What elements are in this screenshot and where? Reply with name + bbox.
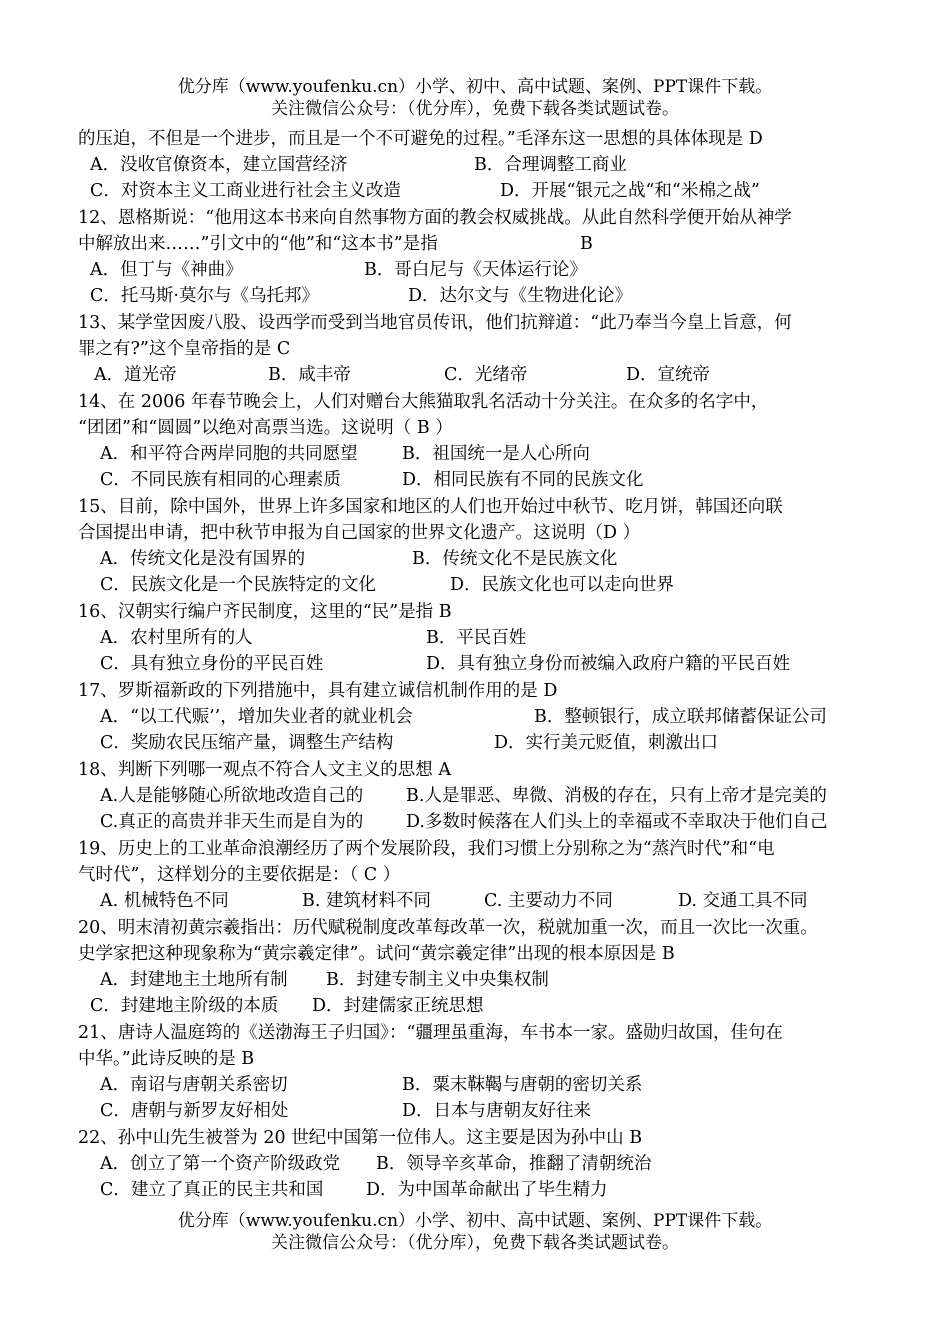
q15-option-c: C．民族文化是一个民族特定的文化: [100, 575, 376, 595]
question-12-text-cont: 中解放出来……”引文中的“他”和“这本书”是指: [78, 234, 438, 254]
question-15-text: 15、目前，除中国外，世界上许多国家和地区的人们也开始过中秋节、吃月饼，韩国还向联: [78, 497, 783, 517]
q17-option-b: B．整顿银行，成立联邦储蓄保证公司: [534, 707, 827, 727]
q21-option-b: B．粟末靺鞨与唐朝的密切关系: [402, 1075, 643, 1095]
q22-option-b: B．领导辛亥革命，推翻了清朝统治: [376, 1154, 652, 1174]
q19-option-c: C. 主要动力不同: [484, 891, 613, 911]
q12-option-a: A．但丁与《神曲》: [90, 260, 243, 280]
q21-option-d: D．日本与唐朝友好往来: [402, 1101, 592, 1121]
question-14-text-cont: “团团”和“圆圆”以绝对高票当选。这说明（ B ）: [78, 418, 453, 438]
q13-option-d: D．宣统帝: [626, 365, 711, 385]
q12-option-c: C．托马斯·莫尔与《乌托邦》: [90, 286, 319, 306]
q21-option-a: A．南诏与唐朝关系密切: [100, 1075, 288, 1095]
q18-option-b: B.人是罪恶、卑微、消极的存在，只有上帝才是完美的: [406, 786, 827, 806]
question-20-text: 20、明末清初黄宗羲指出：历代赋税制度改革每改革一次，税就加重一次，而且一次比一次重。: [78, 918, 818, 938]
question-20-text-cont: 史学家把这种现象称为“黄宗羲定律”。试问“黄宗羲定律”出现的根本原因是 B: [78, 944, 675, 964]
question-15-text-cont: 合国提出申请，把中秋节申报为自己国家的世界文化遗产。这说明（D ）: [78, 523, 641, 543]
q18-option-d: D.多数时候落在人们头上的幸福或不幸取决于他们自己: [406, 812, 828, 832]
footer-line-1: 优分库（www.youfenku.cn）小学、初中、高中试题、案例、PPT课件下载。: [177, 1211, 773, 1231]
q13-option-c: C．光绪帝: [444, 365, 528, 385]
q13-option-b: B．咸丰帝: [268, 365, 351, 385]
question-14-text: 14、在 2006 年春节晚会上，人们对赠台大熊猫取乳名活动十分关注。在众多的名字中，: [78, 392, 769, 412]
q19-option-a: A. 机械特色不同: [100, 891, 229, 911]
q14-option-a: A．和平符合两岸同胞的共同愿望: [100, 444, 358, 464]
q17-option-a: A．“以工代赈’’，增加失业者的就业机会: [100, 707, 413, 727]
q20-option-c: C．封建地主阶级的本质: [90, 996, 279, 1016]
question-12-text: 12、恩格斯说：“他用这本书来向自然事物方面的教会权威挑战。从此自然科学便开始从神学: [78, 208, 792, 228]
q11-option-d: D．开展“银元之战“和“米棉之战”: [500, 181, 760, 201]
header-line-1: 优分库（www.youfenku.cn）小学、初中、高中试题、案例、PPT课件下载。: [177, 77, 773, 97]
q11-option-a: A．没收官僚资本，建立国营经济: [90, 155, 348, 175]
q12-option-b: B．哥白尼与《天体运行论》: [364, 260, 587, 280]
q11-option-b: B．合理调整工商业: [474, 155, 627, 175]
footer-line-2: 关注微信公众号：（优分库），免费下载各类试题试卷。: [271, 1233, 679, 1253]
q14-option-d: D．相同民族有不同的民族文化: [402, 470, 644, 490]
q18-option-c: C.真正的高贵并非天生而是自为的: [100, 812, 364, 832]
question-13-text-cont: 罪之有?”这个皇帝指的是 C: [78, 339, 291, 359]
question-17-text: 17、罗斯福新政的下列措施中，具有建立诚信机制作用的是 D: [78, 681, 558, 701]
q22-option-c: C．建立了真正的民主共和国: [100, 1180, 324, 1200]
q17-option-d: D．实行美元贬值，刺激出口: [494, 733, 719, 753]
q11-option-c: C．对资本主义工商业进行社会主义改造: [90, 181, 401, 201]
q19-option-d: D. 交通工具不同: [678, 891, 808, 911]
q20-option-a: A．封建地主土地所有制: [100, 970, 288, 990]
question-19-text-cont: 气时代”，这样划分的主要依据是：（ C ）: [78, 865, 401, 885]
question-16-text: 16、汉朝实行编户齐民制度，这里的“民”是指 B: [78, 602, 452, 622]
q19-option-b: B. 建筑材料不同: [302, 891, 431, 911]
question-11-text: 的压迫，不但是一个进步，而且是一个不可避免的过程。”毛泽东这一思想的具体体现是 D: [78, 129, 763, 149]
q16-option-b: B．平民百姓: [426, 628, 527, 648]
q14-option-c: C．不同民族有相同的心理素质: [100, 470, 341, 490]
q16-option-d: D．具有独立身份而被编入政府户籍的平民百姓: [426, 654, 791, 674]
question-12-answer: B: [580, 234, 593, 254]
q20-option-b: B．封建专制主义中央集权制: [326, 970, 549, 990]
q22-option-a: A．创立了第一个资产阶级政党: [100, 1154, 341, 1174]
question-21-text: 21、唐诗人温庭筠的《送渤海王子归国》：“疆理虽重海，车书本一家。盛勋归故国，佳句在: [78, 1023, 783, 1043]
q15-option-b: B．传统文化不是民族文化: [412, 549, 618, 569]
q14-option-b: B．祖国统一是人心所向: [402, 444, 590, 464]
q16-option-a: A．农村里所有的人: [100, 628, 253, 648]
q20-option-d: D．封建儒家正统思想: [312, 996, 484, 1016]
header-line-2: 关注微信公众号：（优分库），免费下载各类试题试卷。: [271, 99, 679, 119]
q18-option-a: A.人是能够随心所欲地改造自己的: [100, 786, 364, 806]
q21-option-c: C．唐朝与新罗友好相处: [100, 1101, 289, 1121]
q12-option-d: D．达尔文与《生物进化论》: [408, 286, 633, 306]
q22-option-d: D．为中国革命献出了毕生精力: [366, 1180, 608, 1200]
q17-option-c: C．奖励农民压缩产量，调整生产结构: [100, 733, 394, 753]
q16-option-c: C．具有独立身份的平民百姓: [100, 654, 324, 674]
q15-option-a: A．传统文化是没有国界的: [100, 549, 306, 569]
question-21-text-cont: 中华。”此诗反映的是 B: [78, 1049, 255, 1069]
q13-option-a: A．道光帝: [94, 365, 177, 385]
question-18-text: 18、判断下列哪一观点不符合人文主义的思想 A: [78, 760, 451, 780]
question-22-text: 22、孙中山先生被誉为 20 世纪中国第一位伟人。这主要是因为孙中山 B: [78, 1128, 643, 1148]
question-13-text: 13、某学堂因废八股、设西学而受到当地官员传讯，他们抗辩道：“此乃奉当今皇上旨意，何: [78, 313, 792, 333]
question-19-text: 19、历史上的工业革命浪潮经历了两个发展阶段，我们习惯上分别称之为“蒸汽时代”和“电: [78, 839, 775, 859]
q15-option-d: D．民族文化也可以走向世界: [450, 575, 675, 595]
